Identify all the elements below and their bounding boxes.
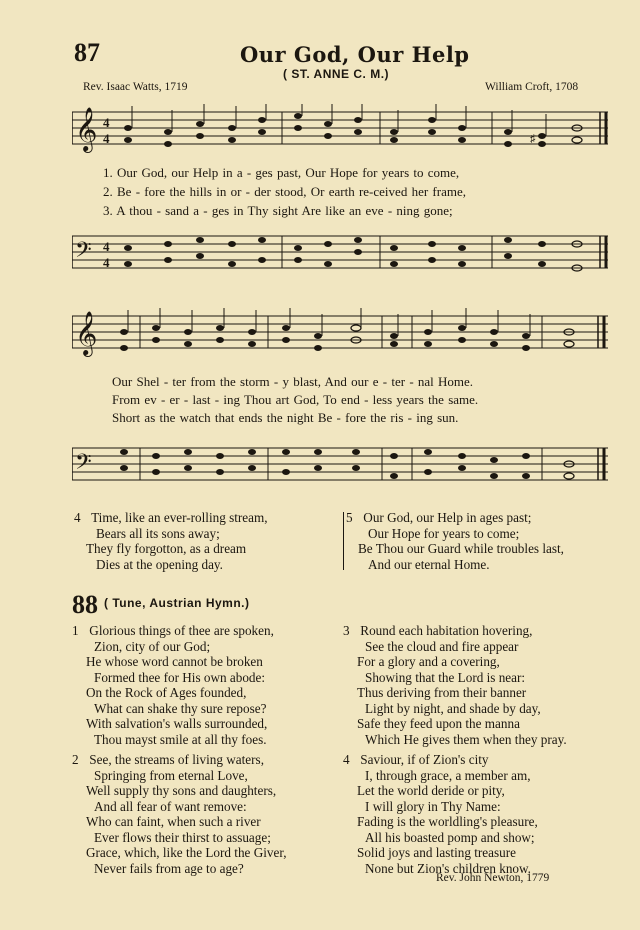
- hymn88-verse-4: [343, 752, 538, 876]
- tune-name: ( ST. ANNE C. M.): [283, 67, 390, 81]
- column-divider: [343, 512, 344, 570]
- verse-line: Thus deriving from their banner: [357, 685, 527, 700]
- verse-line: Time, like an ever-rolling stream,: [91, 510, 268, 525]
- verse-line: Showing that the Lord is near:: [365, 669, 526, 685]
- tune-name-88: ( Tune, Austrian Hymn.): [104, 596, 250, 610]
- hymn88-verse-3: [343, 623, 567, 747]
- music-staff-bass-system1: [72, 224, 608, 282]
- lyric-line-4: Our Shel - ter from the storm - y blast, And our e - ter - nal Home.: [112, 374, 474, 389]
- verse-line: Springing from eternal Love,: [94, 767, 248, 783]
- verse-line: Which He gives them when they pray.: [365, 731, 567, 747]
- verse-line: Be Thou our Guard while troubles last,: [358, 541, 564, 556]
- verse-line: And all fear of want remove:: [94, 798, 247, 814]
- verse-line: Saviour, if of Zion's city: [360, 752, 489, 767]
- hymn88-verse-1: [72, 623, 274, 747]
- verse-line: And our eternal Home.: [368, 556, 490, 572]
- verse-number: 2: [72, 752, 79, 767]
- verse-line: They fly forgotton, as a dream: [86, 541, 247, 556]
- verse-line: Our God, our Help in ages past;: [363, 510, 532, 525]
- svg-text:𝄢: 𝄢: [75, 450, 92, 480]
- verse-number: 3: [343, 623, 350, 638]
- verse-number: 1: [72, 623, 79, 638]
- svg-text:𝄢: 𝄢: [75, 238, 92, 268]
- verse-line: What can shake thy sure repose?: [94, 700, 267, 716]
- author-credit: Rev. Isaac Watts, 1719: [83, 81, 188, 93]
- verse-line: Grace, which, like the Lord the Giver,: [86, 845, 287, 860]
- verse-line: Dies at the opening day.: [96, 556, 223, 572]
- verse-line: Never fails from age to age?: [94, 860, 244, 876]
- verse-line: Round each habitation hovering,: [360, 623, 533, 638]
- lyric-line-3: 3. A thou - sand a - ges in Thy sight Are like an eve - ning gone;: [103, 203, 453, 218]
- verse-line: I will glory in Thy Name:: [365, 798, 501, 814]
- verse-line: Let the world deride or pity,: [357, 783, 505, 798]
- verse-number: 5: [346, 510, 353, 525]
- lyric-line-2: 2. Be - fore the hills in or - der stood, Or earth re-ceived her frame,: [103, 184, 466, 199]
- verse-line: Well supply thy sons and daughters,: [86, 783, 277, 798]
- svg-text:4: 4: [103, 255, 110, 270]
- verse-line: All his boasted pomp and show;: [365, 829, 535, 845]
- verse-line: Our Hope for years to come;: [368, 525, 520, 541]
- lyric-line-5: From ev - er - last - ing Thou art God, To end - less years the same.: [112, 392, 479, 407]
- verse-line: Glorious things of thee are spoken,: [89, 623, 274, 638]
- lyric-line-1: 1. Our God, our Help in a - ges past, Our Hope for years to come,: [103, 165, 460, 180]
- music-staff-treble-system2: [72, 308, 608, 366]
- verse-line: Zion, city of our God;: [94, 638, 211, 654]
- verse-line: Solid joys and lasting treasure: [357, 845, 516, 860]
- hymn87-verse-4: [74, 510, 268, 572]
- hymn88-author-credit: Rev. John Newton, 1779: [436, 872, 550, 884]
- verse-number: 4: [343, 752, 350, 767]
- svg-text:𝄞: 𝄞: [75, 311, 98, 355]
- composer-credit: William Croft, 1708: [485, 81, 579, 93]
- hymn-number-88: 88: [72, 590, 98, 619]
- svg-text:4: 4: [103, 115, 110, 130]
- verse-line: On the Rock of Ages founded,: [86, 685, 247, 700]
- verse-line: For a glory and a covering,: [357, 654, 500, 669]
- svg-text:4: 4: [103, 131, 110, 146]
- verse-number: 4: [74, 510, 81, 525]
- verse-line: Fading is the worldling's pleasure,: [357, 814, 538, 829]
- lyric-line-6: Short as the watch that ends the night Be - fore the ris - ing sun.: [112, 410, 459, 425]
- svg-text:𝄞: 𝄞: [75, 107, 98, 151]
- verse-line: I, through grace, a member am,: [365, 767, 531, 783]
- svg-text:4: 4: [103, 239, 110, 254]
- verse-line: Safe they feed upon the manna: [357, 716, 520, 731]
- verse-line: Light by night, and shade by day,: [365, 700, 541, 716]
- hymn88-verse-2: [72, 752, 287, 876]
- verse-line: Ever flows their thirst to assuage;: [94, 829, 271, 845]
- verse-line: With salvation's walls surrounded,: [86, 716, 268, 731]
- music-staff-bass-system2: [72, 436, 608, 494]
- verse-line: Who can faint, when such a river: [86, 814, 261, 829]
- verse-line: See the cloud and fire appear: [365, 638, 519, 654]
- verse-line: Formed thee for His own abode:: [94, 669, 266, 685]
- svg-text:♯: ♯: [530, 133, 536, 145]
- verse-line: Thou mayst smile at all thy foes.: [94, 731, 267, 747]
- hymn-number-87: 87: [74, 38, 100, 67]
- verse-line: He whose word cannot be broken: [86, 654, 263, 669]
- verse-line: Bears all its sons away;: [96, 525, 220, 541]
- music-staff-treble-system1: [72, 104, 608, 162]
- hymn87-verse-5: [346, 510, 564, 572]
- verse-line: None but Zion's children know.: [365, 860, 531, 876]
- hymn-title: Our God, Our Help: [240, 42, 470, 67]
- verse-line: See, the streams of living waters,: [89, 752, 264, 767]
